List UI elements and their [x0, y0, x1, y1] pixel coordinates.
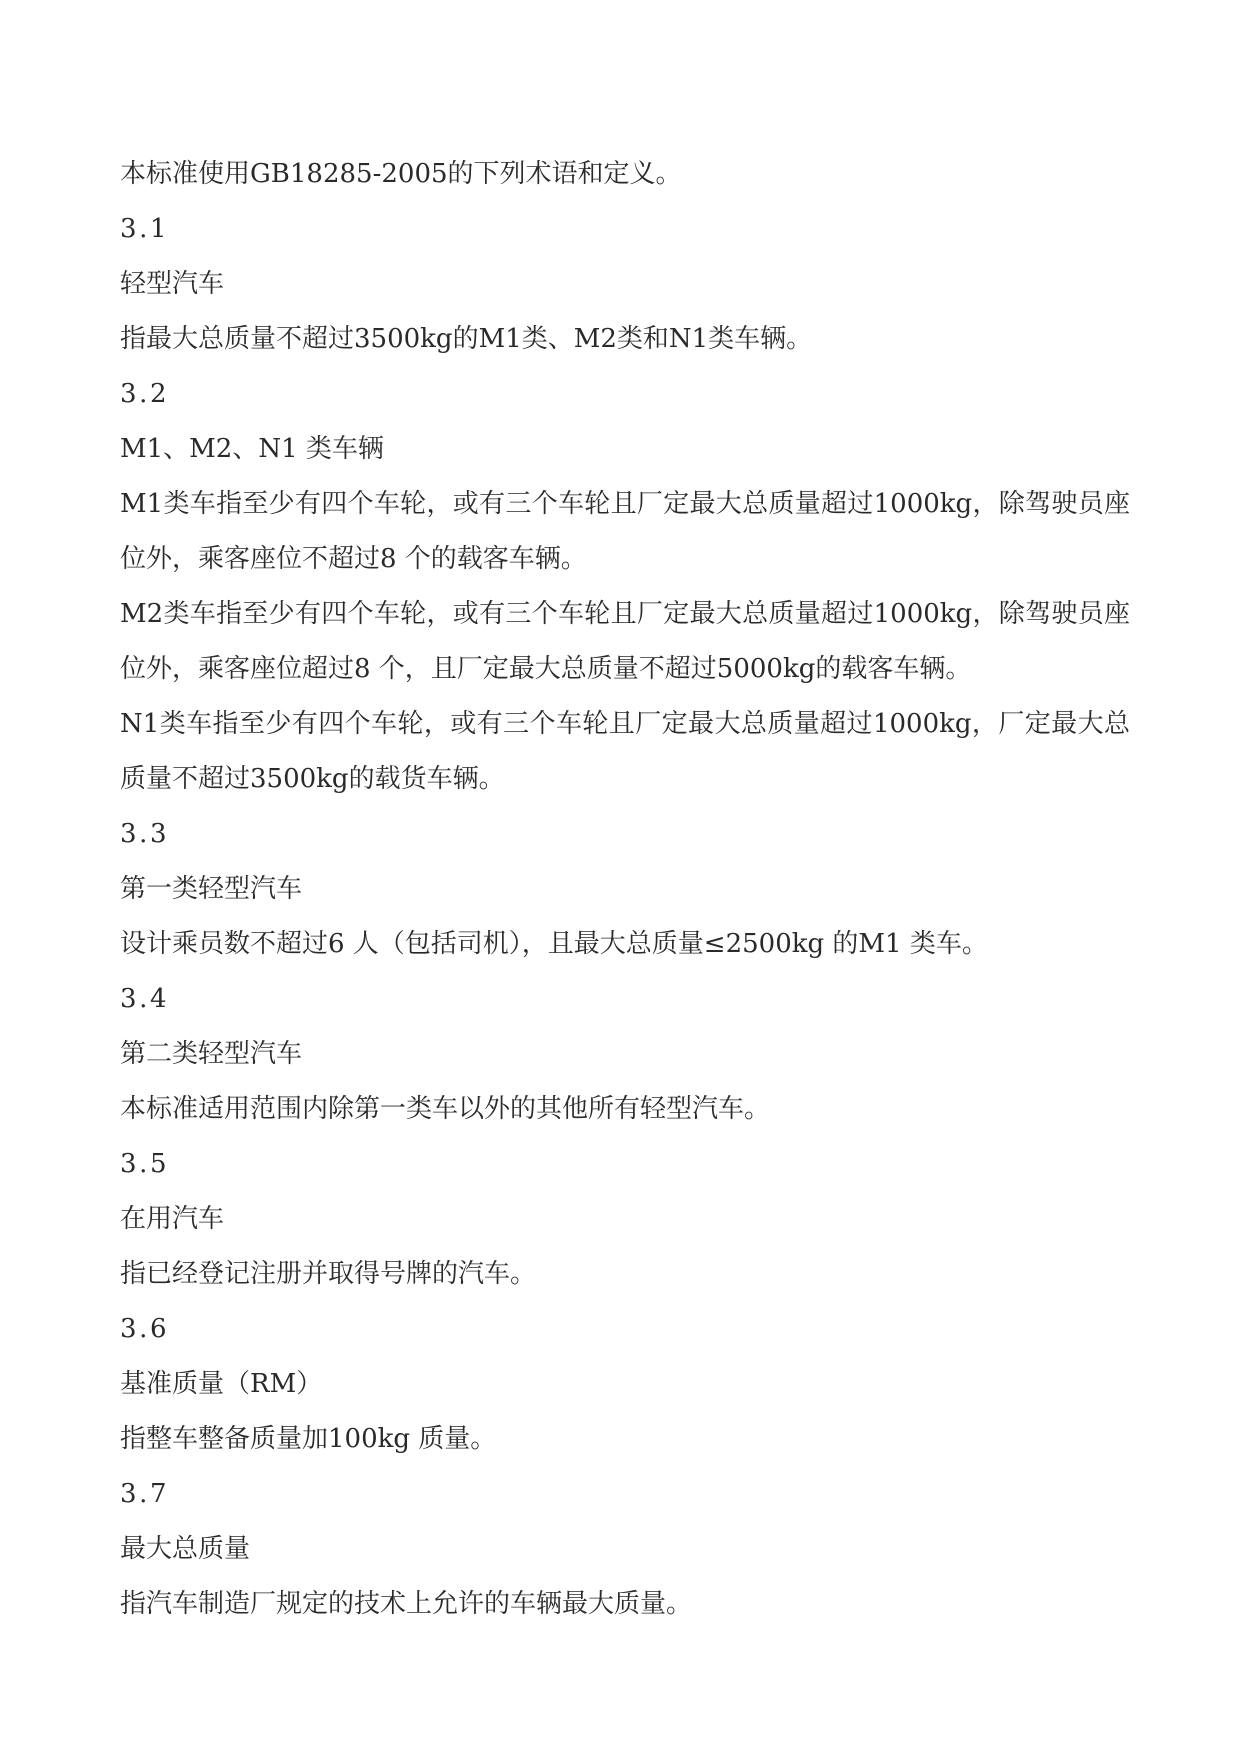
- section-number: 3.4: [120, 984, 170, 1014]
- document-page: [120, 147, 1130, 1632]
- section-definition: 指整车整备质量加100kg 质量。: [120, 1424, 497, 1454]
- section-number: 3.3: [120, 819, 170, 849]
- section-term: 基准质量（RM）: [120, 1369, 323, 1399]
- section-number: 3.7: [120, 1479, 170, 1509]
- section-term: 第二类轻型汽车: [120, 1039, 303, 1069]
- section-definition: M1类车指至少有四个车轮，或有三个车轮且厂定最大总质量超过1000kg，除驾驶员座位外，乘客座位不超过8 个的载客车辆。: [120, 489, 1130, 574]
- section-number: 3.2: [120, 379, 170, 409]
- section-term: M1、M2、N1 类车辆: [120, 434, 384, 464]
- section-number: 3.5: [120, 1149, 170, 1179]
- intro-text: 本标准使用GB18285-2005的下列术语和定义。: [120, 159, 682, 189]
- section-number: 3.1: [120, 214, 170, 244]
- section-number: 3.6: [120, 1314, 170, 1344]
- section-definition: N1类车指至少有四个车轮，或有三个车轮且厂定最大总质量超过1000kg，厂定最大总质量不超过3500kg的载货车辆。: [120, 709, 1130, 794]
- section-term: 轻型汽车: [120, 269, 225, 299]
- section-definition: 指最大总质量不超过3500kg的M1类、M2类和N1类车辆。: [120, 324, 813, 354]
- section-term: 第一类轻型汽车: [120, 874, 303, 904]
- section-definition: 指汽车制造厂规定的技术上允许的车辆最大质量。: [120, 1589, 693, 1619]
- section-term: 在用汽车: [120, 1204, 225, 1234]
- section-definition: 本标准适用范围内除第一类车以外的其他所有轻型汽车。: [120, 1094, 771, 1124]
- section-definition: M2类车指至少有四个车轮，或有三个车轮且厂定最大总质量超过1000kg，除驾驶员座位外，乘客座位超过8 个，且厂定最大总质量不超过5000kg的载客车辆。: [120, 599, 1130, 684]
- section-definition: 设计乘员数不超过6 人（包括司机），且最大总质量≤2500kg 的M1 类车。: [120, 929, 988, 959]
- section-definition: 指已经登记注册并取得号牌的汽车。: [120, 1259, 537, 1289]
- section-term: 最大总质量: [120, 1534, 251, 1564]
